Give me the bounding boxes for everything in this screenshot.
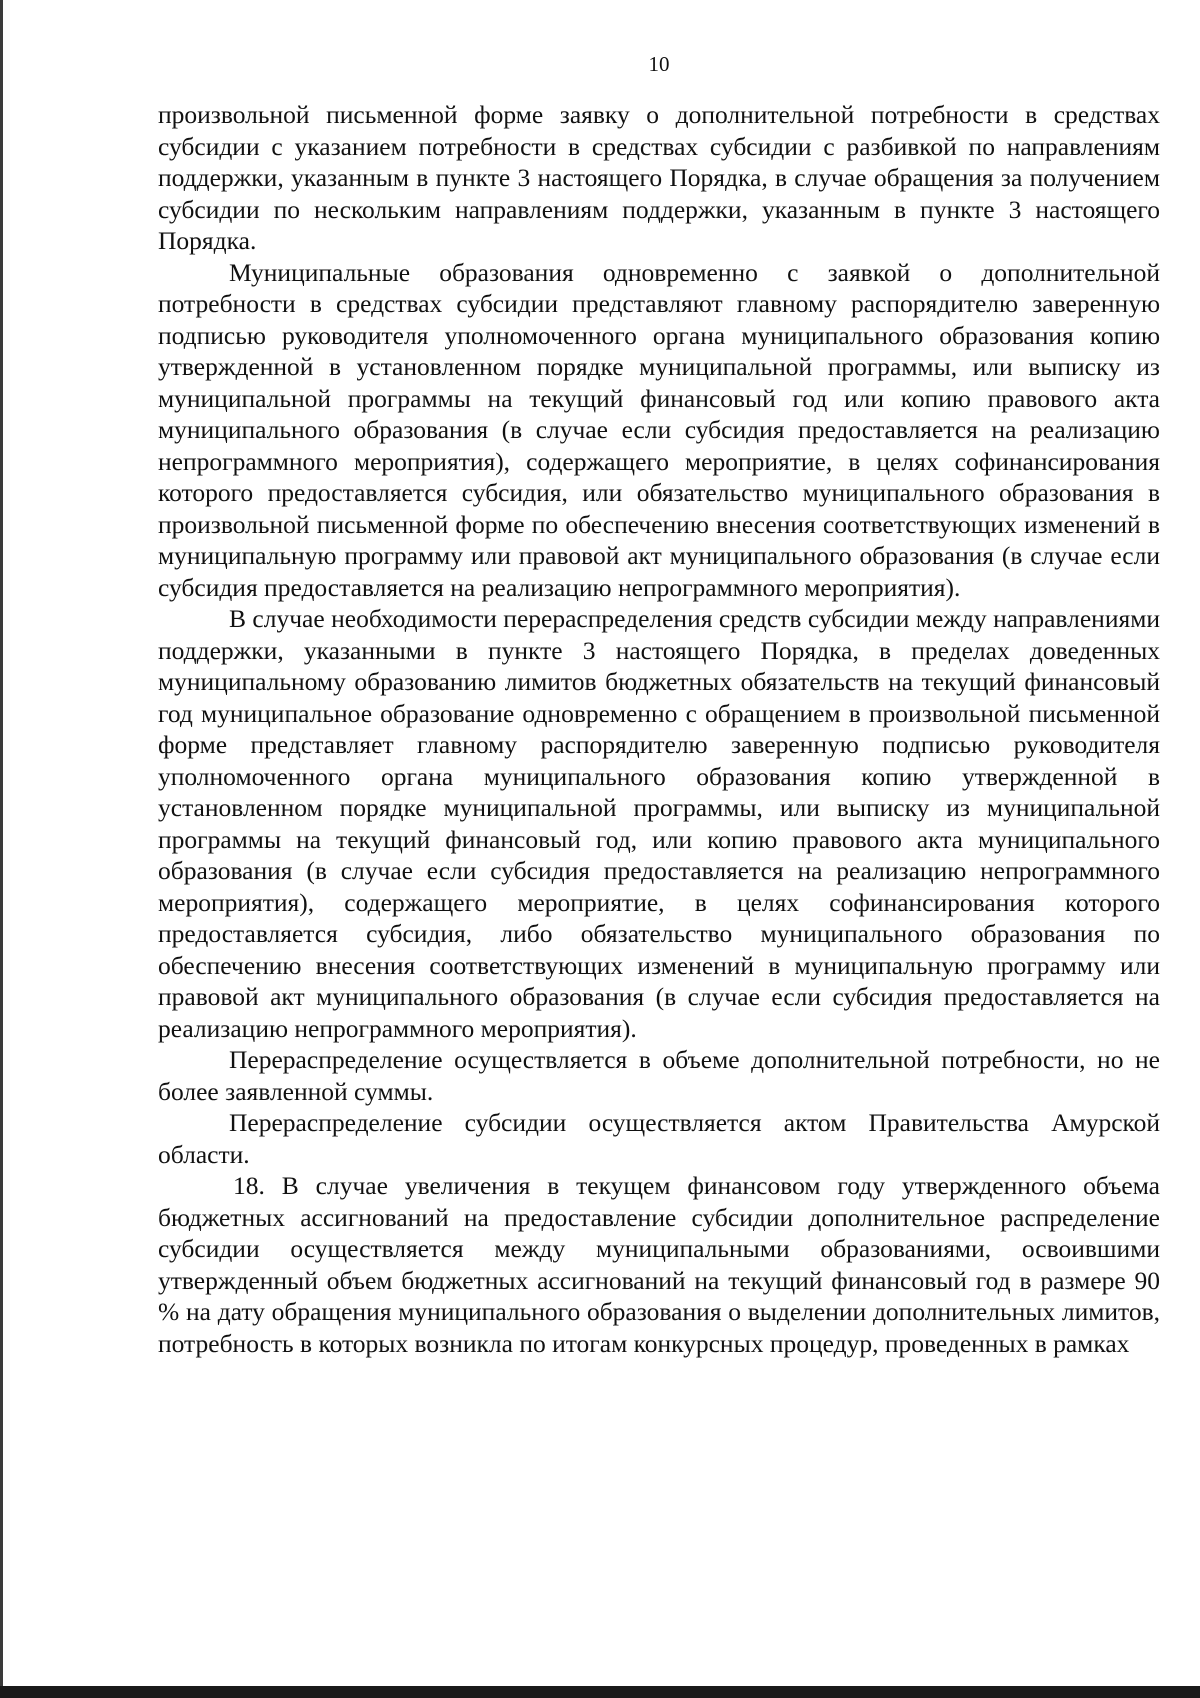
scan-bottom-edge (0, 1686, 1200, 1698)
scan-left-edge (0, 0, 3, 1698)
paragraph-municipal-documents: Муниципальные образования одновременно с заявкой о дополнительной потребности в средствах субсидии представляют главному распорядителю заверенную подписью руководителя уполномоченного органа муниципального образования копию утвержденной в установленном порядке муниципальной программы, или выписку из муниципальной программы на текущий финансовый год или копию правового акта муниципального образования (в случае если субсидия предоставляется на реализацию непрограммного мероприятия), содержащего мероприятие, в целях софинансирования которого предоставляется субсидия, или обязательство муниципального образования в произвольной письменной форме по обеспечению внесения соответствующих изменений в муниципальную программу или правовой акт муниципального образования (в случае если субсидия предоставляется на реализацию непрограммного мероприятия). (158, 257, 1160, 602)
page-number: 10 (648, 52, 670, 76)
paragraph-redistribution-volume: Перераспределение осуществляется в объеме дополнительной потребности, но не более заявленной суммы. (158, 1045, 1160, 1106)
paragraph-redistribution-act: Перераспределение субсидии осуществляется актом Правительства Амурской области. (158, 1108, 1160, 1169)
paragraph-continuation: произвольной письменной форме заявку о дополнительной потребности в средствах субсидии с указанием потребности в средствах субсидии с разбивкой по направлениям поддержки, указанным в пункте 3 настоящего Порядка, в случае обращения за получением субсидии по нескольким направлениям поддержки, указанным в пункте 3 настоящего Порядка. (158, 100, 1160, 255)
paragraph-redistribution-case: В случае необходимости перераспределения средств субсидии между направлениями поддержки, указанными в пункте 3 настоящего Порядка, в пределах доведенных муниципальному образованию лимитов бюджетных обязательств на текущий финансовый год муниципальное образование одновременно с обращением в произвольной письменной форме представляет главному распорядителю заверенную подписью руководителя уполномоченного органа муниципального образования копию утвержденной в установленном порядке муниципальной программы, или выписку из муниципальной программы на текущий финансовый год, или копию правового акта муниципального образования (в случае если субсидия предоставляется на реализацию непрограммного мероприятия), содержащего мероприятие, в целях софинансирования которого предоставляется субсидия, либо обязательство муниципального образования по обеспечению внесения соответствующих изменений в муниципальную программу или правовой акт муниципального образования (в случае если субсидия предоставляется на реализацию непрограммного мероприятия). (158, 604, 1160, 1043)
document-page (158, 52, 1160, 1359)
paragraph-item-18: 18. В случае увеличения в текущем финансовом году утвержденного объема бюджетных ассигнований на предоставление субсидии дополнительное распределение субсидии осуществляется между муниципальными образованиями, освоившими утвержденный объем бюджетных ассигнований на текущий финансовый год в размере 90 % на дату обращения муниципального образования о выделении дополнительных лимитов, потребность в которых возникла по итогам конкурсных процедур, проведенных в рамках (158, 1171, 1160, 1358)
